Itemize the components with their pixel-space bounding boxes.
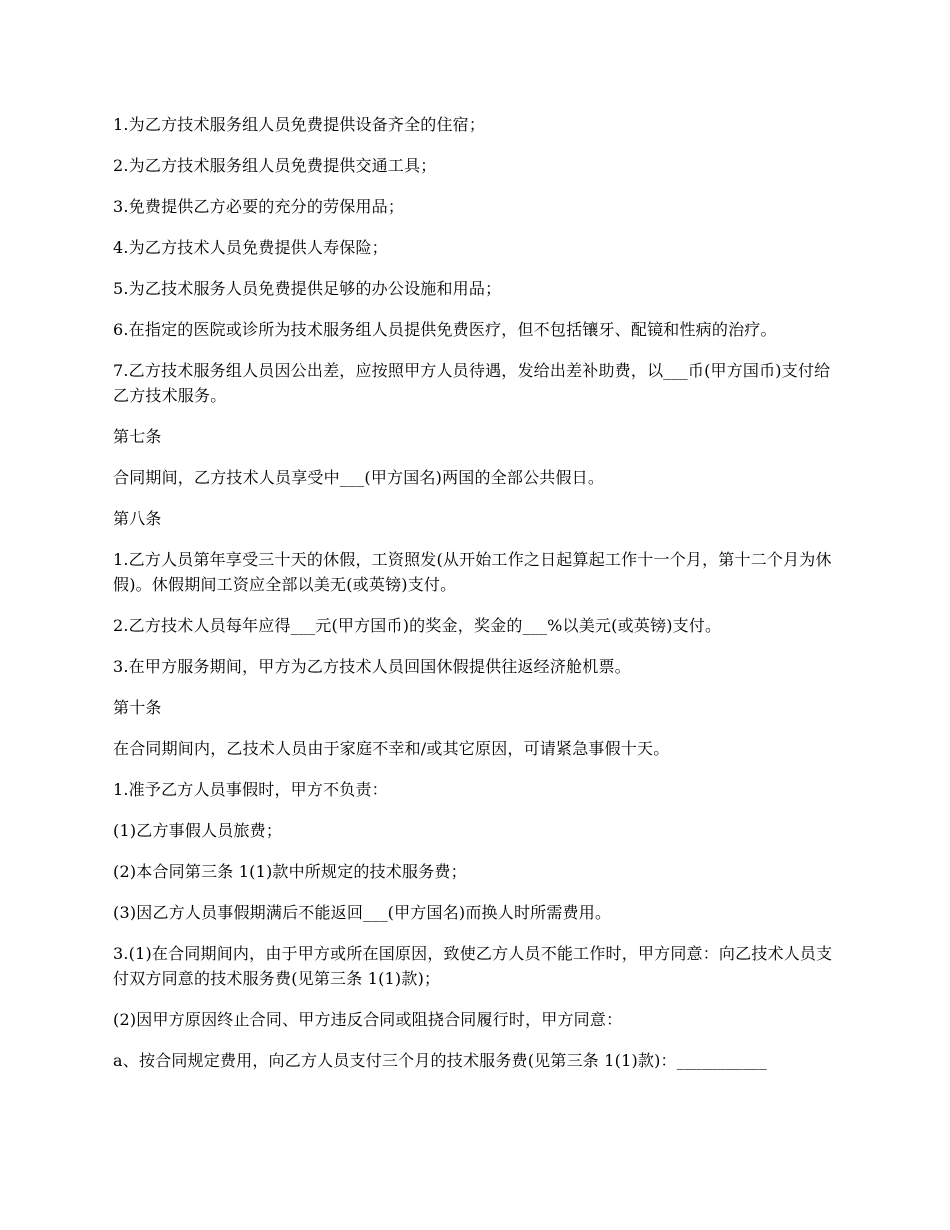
paragraph-protective-gear: 3.免费提供乙方必要的充分的劳保用品； [113,197,405,216]
paragraph-three-months-fee: a、按合同规定费用，向乙方人员支付三个月的技术服务费(见第三条 1(1)款)：___________ [113,1051,767,1070]
paragraph-travel-allowance: 7.乙方技术服务组人员因公出差，应按照甲方人员待遇，发给出差补助费，以___币(甲方国币)支付给乙方技术服务。 [113,361,831,405]
paragraph-item-1: (1)乙方事假人员旅费； [113,821,283,840]
article-heading-8: 第八条 [113,509,162,528]
paragraph-airfare: 3.在甲方服务期间，甲方为乙方技术人员回国休假提供往返经济舱机票。 [113,657,631,676]
paragraph-public-holidays: 合同期间，乙方技术人员享受中___(甲方国名)两国的全部公共假日。 [113,468,605,487]
paragraph-leave-not-responsible: 1.准予乙方人员事假时，甲方不负责： [113,780,388,799]
article-heading-10: 第十条 [113,698,162,717]
paragraph-housing: 1.为乙方技术服务组人员免费提供设备齐全的住宿； [113,115,486,134]
paragraph-item-2: (2)本合同第三条 1(1)款中所规定的技术服务费； [113,862,467,881]
paragraph-life-insurance: 4.为乙方技术人员免费提供人寿保险； [113,238,388,257]
paragraph-item-3: (3)因乙方人员事假期满后不能返回___(甲方国名)而换人时所需费用。 [113,903,612,922]
article-heading-7: 第七条 [113,427,162,446]
paragraph-office-facilities: 5.为乙技术服务人员免费提供足够的办公设施和用品； [113,279,502,298]
paragraph-medical: 6.在指定的医院或诊所为技术服务组人员提供免费医疗，但不包括镶牙、配镜和性病的治疗。 [113,320,777,339]
paragraph-annual-leave: 1.乙方人员第年享受三十天的休假，工资照发(从开始工作之日起算起工作十一个月，第十二个月为休假)。休假期间工资应全部以美无(或英镑)支付。 [113,550,832,594]
paragraph-bonus: 2.乙方技术人员每年应得___元(甲方国币)的奖金，奖金的___%以美元(或英镑)支付。 [113,616,722,635]
paragraph-emergency-leave: 在合同期间内，乙技术人员由于家庭不幸和/或其它原因，可请紧急事假十天。 [113,739,670,758]
paragraph-transport: 2.为乙方技术服务组人员免费提供交通工具； [113,156,437,175]
paragraph-unable-to-work: 3.(1)在合同期间内，由于甲方或所在国原因，致使乙方人员不能工作时，甲方同意：向乙技术人员支付双方同意的技术服务费(见第三条 1(1)款)； [113,944,833,988]
paragraph-termination: (2)因甲方原因终止合同、甲方违反合同或阻挠合同履行时，甲方同意： [113,1010,623,1029]
